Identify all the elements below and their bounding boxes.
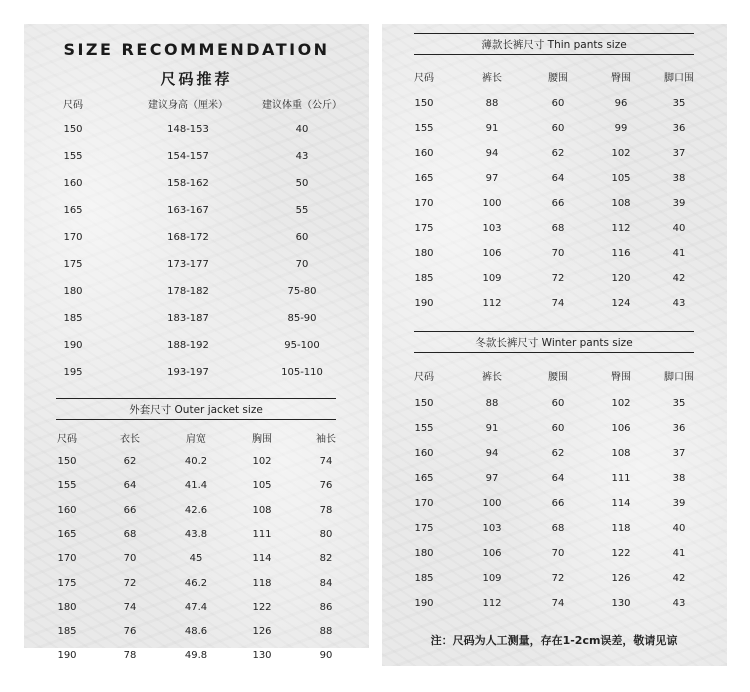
- table-cell: 103: [482, 523, 502, 534]
- table-cell: 103: [482, 223, 502, 234]
- table-cell: 68: [123, 528, 137, 540]
- table-cell: 175: [414, 223, 434, 234]
- table-cell: 78: [123, 650, 137, 662]
- column-header: 尺码: [57, 434, 77, 445]
- table-cell: 173-177: [167, 259, 209, 270]
- table-cell: 43: [672, 598, 686, 609]
- table-cell: 190: [414, 298, 434, 309]
- thin-pants-bottom-rule: [414, 54, 694, 55]
- table-cell: 90: [319, 650, 333, 662]
- table-cell: 86: [319, 601, 333, 613]
- table-cell: 108: [611, 448, 631, 459]
- table-cell: 38: [672, 473, 686, 484]
- column-header: 脚口围: [664, 73, 694, 84]
- table-cell: 122: [611, 548, 631, 559]
- thin-pants-top-rule: [414, 33, 694, 34]
- table-cell: 190: [57, 650, 77, 662]
- table-cell: 130: [611, 598, 631, 609]
- table-cell: 48.6: [184, 626, 208, 638]
- table-cell: 160: [414, 448, 434, 459]
- table-cell: 158-162: [167, 178, 209, 189]
- table-cell: 66: [123, 504, 137, 516]
- column-header: 尺码: [414, 372, 434, 383]
- table-cell: 155: [63, 151, 83, 162]
- table-cell: 62: [551, 148, 565, 159]
- table-cell: 120: [611, 273, 631, 284]
- table-cell: 85-90: [287, 313, 317, 324]
- table-cell: 41.4: [184, 480, 208, 492]
- table-cell: 72: [551, 273, 565, 284]
- table-cell: 36: [672, 423, 686, 434]
- table-cell: 106: [482, 248, 502, 259]
- table-cell: 74: [123, 601, 137, 613]
- column-header: 建议体重（公斤）: [262, 100, 342, 111]
- table-cell: 80: [319, 528, 333, 540]
- column-header: 尺码: [414, 73, 434, 84]
- table-cell: 160: [57, 504, 77, 516]
- table-cell: 100: [482, 498, 502, 509]
- table-cell: 165: [63, 205, 83, 216]
- table-cell: 165: [414, 473, 434, 484]
- table-cell: 40: [295, 124, 309, 135]
- table-cell: 108: [252, 504, 272, 516]
- table-cell: 112: [482, 298, 502, 309]
- column-header: 尺码: [63, 100, 83, 111]
- table-cell: 180: [414, 548, 434, 559]
- table-cell: 126: [611, 573, 631, 584]
- column-header: 胸围: [252, 434, 272, 445]
- table-cell: 88: [485, 98, 499, 109]
- table-cell: 106: [611, 423, 631, 434]
- table-cell: 130: [252, 650, 272, 662]
- table-cell: 39: [672, 198, 686, 209]
- column-header: 裤长: [482, 73, 502, 84]
- table-cell: 72: [551, 573, 565, 584]
- table-cell: 43: [672, 298, 686, 309]
- table-cell: 111: [611, 473, 631, 484]
- table-cell: 62: [123, 456, 137, 467]
- table-cell: 175: [57, 577, 77, 589]
- table-cell: 45: [189, 553, 203, 565]
- jacket-top-rule: [56, 398, 336, 399]
- table-cell: 180: [63, 286, 83, 297]
- column-header: 脚口围: [664, 372, 694, 383]
- table-cell: 105: [252, 480, 272, 492]
- table-cell: 185: [414, 573, 434, 584]
- table-cell: 78: [319, 504, 333, 516]
- table-cell: 60: [295, 232, 309, 243]
- table-cell: 35: [672, 398, 686, 409]
- table-cell: 35: [672, 98, 686, 109]
- table-cell: 64: [551, 173, 565, 184]
- table-cell: 42: [672, 273, 686, 284]
- winter-pants-top-rule: [414, 331, 694, 332]
- table-cell: 118: [611, 523, 631, 534]
- thin-pants-section-title: 薄款长裤尺寸 Thin pants size: [481, 39, 627, 51]
- table-cell: 43.8: [184, 528, 208, 540]
- table-cell: 190: [63, 340, 83, 351]
- table-cell: 180: [57, 601, 77, 613]
- table-cell: 55: [295, 205, 309, 216]
- table-cell: 46.2: [184, 577, 208, 589]
- table-cell: 188-192: [167, 340, 209, 351]
- table-cell: 88: [319, 626, 333, 638]
- table-cell: 68: [551, 223, 565, 234]
- table-cell: 70: [551, 248, 565, 259]
- table-cell: 170: [414, 498, 434, 509]
- table-cell: 40: [672, 223, 686, 234]
- table-cell: 72: [123, 577, 137, 589]
- table-cell: 122: [252, 601, 272, 613]
- table-cell: 170: [63, 232, 83, 243]
- table-cell: 155: [414, 423, 434, 434]
- table-cell: 185: [57, 626, 77, 638]
- table-cell: 49.8: [184, 650, 208, 662]
- table-cell: 50: [295, 178, 309, 189]
- table-cell: 75-80: [287, 286, 317, 297]
- table-cell: 96: [614, 98, 628, 109]
- left-panel: [24, 24, 369, 662]
- column-header: 臀围: [611, 372, 631, 383]
- table-cell: 60: [551, 98, 565, 109]
- table-cell: 165: [57, 528, 77, 540]
- table-cell: 155: [57, 480, 77, 492]
- table-cell: 111: [252, 528, 272, 540]
- table-cell: 183-187: [167, 313, 209, 324]
- table-cell: 97: [485, 473, 499, 484]
- table-cell: 88: [485, 398, 499, 409]
- table-cell: 150: [63, 124, 83, 135]
- table-cell: 154-157: [167, 151, 209, 162]
- table-cell: 60: [551, 123, 565, 134]
- table-cell: 170: [414, 198, 434, 209]
- table-cell: 102: [252, 456, 272, 467]
- jacket-bottom-rule: [56, 419, 336, 420]
- table-cell: 114: [611, 498, 631, 509]
- table-cell: 37: [672, 148, 686, 159]
- table-cell: 94: [485, 148, 499, 159]
- table-cell: 64: [123, 480, 137, 492]
- table-cell: 36: [672, 123, 686, 134]
- table-cell: 102: [611, 148, 631, 159]
- table-cell: 47.4: [184, 601, 208, 613]
- table-cell: 108: [611, 198, 631, 209]
- table-cell: 100: [482, 198, 502, 209]
- table-cell: 160: [63, 178, 83, 189]
- table-cell: 109: [482, 273, 502, 284]
- table-cell: 148-153: [167, 124, 209, 135]
- table-cell: 105: [611, 173, 631, 184]
- page-title: SIZE RECOMMENDATION: [63, 40, 330, 59]
- table-cell: 99: [614, 123, 628, 134]
- table-cell: 40: [672, 523, 686, 534]
- table-cell: 38: [672, 173, 686, 184]
- table-cell: 97: [485, 173, 499, 184]
- table-cell: 150: [57, 456, 77, 467]
- column-header: 建议身高（厘米）: [148, 100, 228, 111]
- table-cell: 190: [414, 598, 434, 609]
- table-cell: 60: [551, 423, 565, 434]
- column-header: 裤长: [482, 372, 502, 383]
- table-cell: 43: [295, 151, 309, 162]
- table-cell: 41: [672, 248, 686, 259]
- table-cell: 193-197: [167, 367, 209, 378]
- table-cell: 109: [482, 573, 502, 584]
- right-panel: [382, 24, 727, 666]
- page-subtitle: 尺码推荐: [160, 70, 233, 88]
- table-cell: 163-167: [167, 205, 209, 216]
- column-header: 臀围: [611, 73, 631, 84]
- table-cell: 195: [63, 367, 83, 378]
- table-cell: 118: [252, 577, 272, 589]
- table-cell: 185: [414, 273, 434, 284]
- table-cell: 102: [611, 398, 631, 409]
- table-cell: 41: [672, 548, 686, 559]
- winter-pants-bottom-rule: [414, 352, 694, 353]
- table-cell: 42: [672, 573, 686, 584]
- table-cell: 112: [611, 223, 631, 234]
- table-cell: 42.6: [184, 504, 208, 516]
- table-cell: 64: [551, 473, 565, 484]
- table-cell: 84: [319, 577, 333, 589]
- table-cell: 70: [295, 259, 309, 270]
- column-header: 腰围: [548, 372, 568, 383]
- measurement-note: 注：尺码为人工测量，存在1-2cm误差，敬请见谅: [430, 634, 678, 647]
- table-cell: 70: [551, 548, 565, 559]
- table-cell: 165: [414, 173, 434, 184]
- column-header: 腰围: [548, 73, 568, 84]
- jacket-section-title: 外套尺寸 Outer jacket size: [129, 404, 263, 416]
- table-cell: 74: [551, 598, 565, 609]
- table-cell: 180: [414, 248, 434, 259]
- table-cell: 91: [485, 123, 499, 134]
- column-header: 肩宽: [186, 434, 206, 445]
- table-cell: 112: [482, 598, 502, 609]
- table-cell: 116: [611, 248, 631, 259]
- table-cell: 68: [551, 523, 565, 534]
- table-cell: 178-182: [167, 286, 209, 297]
- winter-pants-section-title: 冬款长裤尺寸 Winter pants size: [475, 337, 633, 349]
- table-cell: 66: [551, 498, 565, 509]
- table-cell: 185: [63, 313, 83, 324]
- table-cell: 60: [551, 398, 565, 409]
- table-cell: 74: [319, 456, 333, 467]
- table-cell: 76: [123, 626, 137, 638]
- table-cell: 82: [319, 553, 333, 565]
- table-cell: 150: [414, 398, 434, 409]
- table-cell: 39: [672, 498, 686, 509]
- table-cell: 126: [252, 626, 272, 638]
- table-cell: 155: [414, 123, 434, 134]
- table-cell: 168-172: [167, 232, 209, 243]
- table-cell: 150: [414, 98, 434, 109]
- table-cell: 94: [485, 448, 499, 459]
- table-cell: 170: [57, 553, 77, 565]
- table-cell: 37: [672, 448, 686, 459]
- column-header: 衣长: [120, 434, 140, 445]
- table-cell: 95-100: [284, 340, 320, 351]
- table-cell: 74: [551, 298, 565, 309]
- table-cell: 105-110: [281, 367, 323, 378]
- table-cell: 106: [482, 548, 502, 559]
- table-cell: 66: [551, 198, 565, 209]
- table-cell: 175: [63, 259, 83, 270]
- table-cell: 76: [319, 480, 333, 492]
- table-cell: 62: [551, 448, 565, 459]
- table-cell: 70: [123, 553, 137, 565]
- table-cell: 91: [485, 423, 499, 434]
- table-cell: 40.2: [184, 456, 208, 467]
- table-cell: 114: [252, 553, 272, 565]
- table-cell: 124: [611, 298, 631, 309]
- column-header: 袖长: [316, 434, 336, 445]
- table-cell: 175: [414, 523, 434, 534]
- table-cell: 160: [414, 148, 434, 159]
